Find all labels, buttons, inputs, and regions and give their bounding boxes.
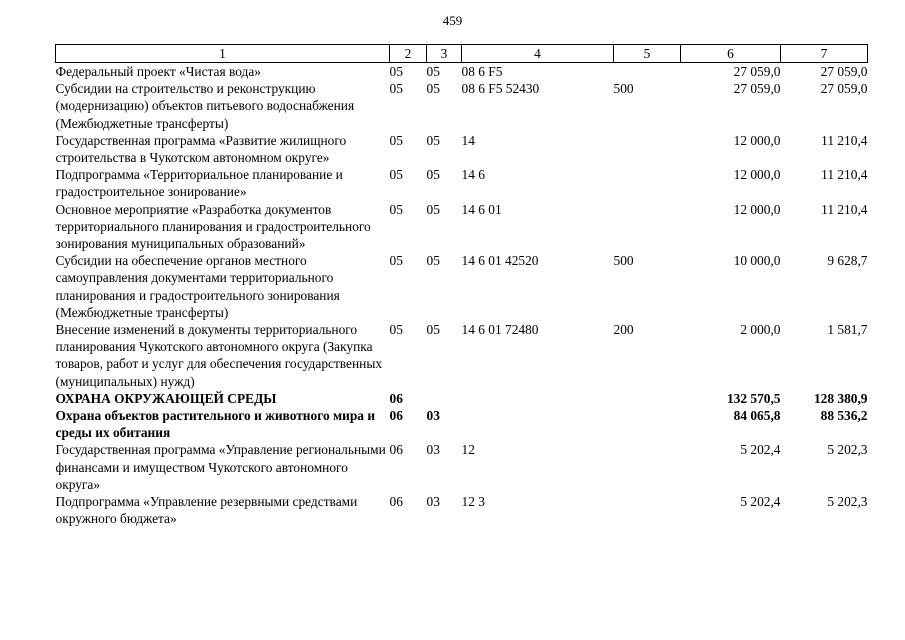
cell-expense-type [614,63,681,81]
table-row [56,493,868,527]
cell-expense-type: 500 [613,81,634,97]
cell-expense-type [614,407,681,441]
cell-subsection: 03 [426,442,440,458]
cell-expense-type: 500 [613,253,634,269]
cell-sum-7: 27 059,0 [820,64,868,79]
cell-name: Подпрограмма «Территориальное планирование и градостроительное зонирование» [55,167,343,200]
table-row [56,407,868,441]
cell-subsection: 05 [426,167,440,183]
cell-name: Внесение изменений в документы территориального планирования Чукотского автономного округа (Закупка товаров, работ и услуг для обеспечения государственных (муниципальных) нужд) [55,322,383,389]
cell-expense-type: 200 [613,322,634,338]
cell-section: 05 [389,81,403,97]
cell-expense-type [614,390,681,407]
column-header-code: 4 [462,45,614,63]
cell-section: 05 [389,322,403,338]
budget-table [55,44,868,527]
column-header-name: 1 [56,45,390,63]
cell-sum-7: 1 581,7 [827,322,868,338]
cell-subsection: 05 [426,64,440,79]
cell-name: Субсидии на обеспечение органов местного самоуправления документами территориального планирования и градостроительного зонирования (Межбюджетные трансферты) [55,253,340,320]
cell-sum-6: 27 059,0 [733,64,781,79]
column-header-subsection: 3 [427,45,462,63]
table-row [56,63,868,81]
cell-sum-6: 84 065,8 [733,408,781,424]
cell-expense-type [614,132,681,166]
cell-code [462,390,614,407]
cell-sum-7: 88 536,2 [820,408,868,424]
table-row [56,321,868,390]
table-header-row [56,45,868,63]
cell-name: Государственная программа «Управление региональными финансами и имуществом Чукотского автономного округа» [55,442,386,492]
cell-name: Государственная программа «Развитие жилищного строительства в Чукотском автономном округе» [55,132,347,166]
column-header-type: 5 [614,45,681,63]
table-row [56,390,868,407]
cell-section: 05 [389,64,403,79]
cell-code [462,407,614,441]
column-header-sum-6: 6 [681,45,781,63]
cell-section: 06 [389,494,403,510]
cell-sum-7: 27 059,0 [820,81,868,97]
cell-sum-7: 11 210,4 [821,132,868,148]
cell-sum-6: 27 059,0 [733,81,781,97]
cell-expense-type [614,441,681,493]
cell-expense-type [614,201,681,253]
cell-code: 12 [461,442,475,458]
cell-subsection [427,390,462,407]
cell-sum-6: 132 570,5 [726,390,781,406]
cell-subsection: 03 [426,408,440,424]
cell-name: Охрана объектов растительного и животного мира и среды их обитания [55,408,376,441]
cell-name: Федеральный проект «Чистая вода» [55,64,261,79]
page-number: 459 [442,13,463,28]
cell-name: Субсидии на строительство и реконструкцию (модернизацию) объектов питьевого водоснабжения (Межбюджетные трансферты) [55,81,355,131]
cell-sum-7: 11 210,4 [821,201,868,217]
cell-name: Основное мероприятие «Разработка документов территориального планирования и градостроительного зонирования муниципальных образований» [55,201,371,252]
column-header-sum-7: 7 [781,45,868,63]
cell-name: ОХРАНА ОКРУЖАЮЩЕЙ СРЕДЫ [55,390,277,406]
cell-sum-7: 11 210,4 [821,167,868,183]
cell-sum-7: 128 380,9 [813,390,868,406]
column-header-section: 2 [390,45,427,63]
cell-sum-6: 12 000,0 [733,132,781,148]
table-row [56,80,868,132]
cell-section: 06 [389,408,403,424]
cell-code: 14 6 01 72480 [461,322,539,338]
cell-subsection: 05 [426,81,440,97]
cell-section: 05 [389,167,403,183]
cell-sum-6: 5 202,4 [740,442,781,458]
cell-sum-7: 5 202,3 [827,494,868,510]
cell-section: 06 [389,442,403,458]
cell-section: 06 [389,390,403,406]
cell-subsection: 03 [426,494,440,510]
cell-code: 08 6 F5 [461,64,503,79]
table-row [56,201,868,253]
cell-name: Подпрограмма «Управление резервными средствами окружного бюджета» [55,494,358,527]
cell-code: 14 [461,132,475,148]
cell-sum-6: 10 000,0 [733,253,781,269]
cell-code: 08 6 F5 52430 [461,81,540,97]
cell-sum-7: 9 628,7 [827,253,868,269]
cell-code: 14 6 01 42520 [461,253,539,269]
cell-code: 12 3 [461,494,485,510]
cell-code: 14 6 01 [461,201,502,217]
table-row [56,441,868,493]
cell-code: 14 6 [461,167,485,183]
cell-sum-7: 5 202,3 [827,442,868,458]
cell-section: 05 [389,201,403,217]
table-row [56,132,868,166]
table-body [56,63,868,528]
cell-subsection: 05 [426,322,440,338]
cell-expense-type [614,166,681,200]
cell-section: 05 [389,132,403,148]
cell-subsection: 05 [426,132,440,148]
cell-sum-6: 5 202,4 [740,494,781,510]
cell-subsection: 05 [426,253,440,269]
cell-sum-6: 12 000,0 [733,201,781,217]
cell-section: 05 [389,253,403,269]
cell-subsection: 05 [426,201,440,217]
cell-expense-type [614,493,681,527]
cell-sum-6: 12 000,0 [733,167,781,183]
table-row [56,252,868,321]
cell-sum-6: 2 000,0 [740,322,781,338]
table-row [56,166,868,200]
